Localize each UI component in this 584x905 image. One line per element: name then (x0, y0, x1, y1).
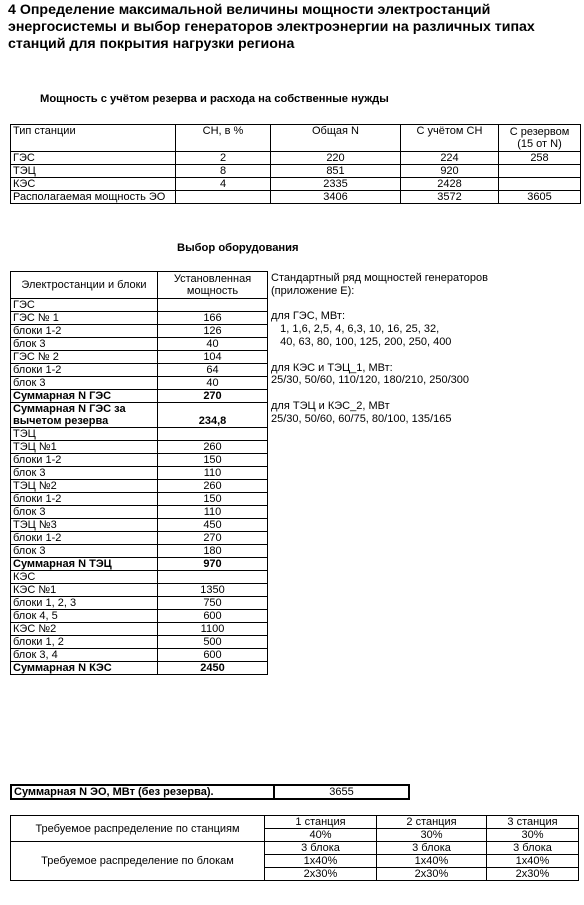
equipment-power-cell: 150 (158, 454, 268, 467)
equipment-power-cell: 500 (158, 636, 268, 649)
equipment-power-cell: 750 (158, 597, 268, 610)
table-row (11, 571, 268, 584)
total-label: Суммарная N ЭО, МВт (без резерва). (11, 785, 274, 799)
table-row (11, 390, 268, 403)
equipment-name-cell: блоки 1-2 (11, 325, 158, 338)
table-row (11, 636, 268, 649)
header-sn: СН, в % (176, 125, 271, 152)
equipment-power-cell: 64 (158, 364, 268, 377)
block-split: 1x40% (377, 855, 487, 868)
cell: 3572 (401, 191, 499, 204)
header-total-n: Общая N (271, 125, 401, 152)
equipment-name-cell: КЭС №2 (11, 623, 158, 636)
table-row (11, 506, 268, 519)
equipment-name-cell: блоки 1-2 (11, 364, 158, 377)
equipment-power-cell: 600 (158, 610, 268, 623)
block-split: 2x30% (377, 868, 487, 881)
power-section-heading: Мощность с учётом резерва и расхода на собственные нужды (40, 93, 389, 105)
table-row (11, 454, 268, 467)
equipment-name-cell: блок 3 (11, 545, 158, 558)
table-row (11, 597, 268, 610)
equipment-power-cell: 260 (158, 480, 268, 493)
table-row (11, 178, 581, 191)
equipment-name-cell: Суммарная N ГЭС (11, 390, 158, 403)
station-pct: 40% (265, 829, 377, 842)
equipment-power-cell: 270 (158, 390, 268, 403)
block-split: 1x40% (487, 855, 579, 868)
cell: 258 (499, 152, 581, 165)
cell: 3406 (271, 191, 401, 204)
equipment-power-cell: 600 (158, 649, 268, 662)
blocks-count: 3 блока (377, 842, 487, 855)
table-row (11, 428, 268, 441)
header-with-sn: С учётом СН (401, 125, 499, 152)
blocks-count: 3 блока (265, 842, 377, 855)
cell: КЭС (11, 178, 176, 191)
table-row (11, 558, 268, 571)
station-header: 3 станция (487, 816, 579, 829)
distribution-table (10, 815, 579, 881)
block-split: 2x30% (487, 868, 579, 881)
equipment-name-cell: ТЭЦ №1 (11, 441, 158, 454)
cell: 8 (176, 165, 271, 178)
table-row (11, 584, 268, 597)
table-row (11, 191, 581, 204)
equipment-power-cell: 1100 (158, 623, 268, 636)
header-stations-blocks: Электростанции и блоки (11, 272, 158, 299)
equipment-name-cell: блок 3 (11, 506, 158, 519)
equipment-power-cell: 2450 (158, 662, 268, 675)
station-pct: 30% (377, 829, 487, 842)
table-row (11, 467, 268, 480)
block-split: 1x40% (265, 855, 377, 868)
station-distribution-label: Требуемое распределение по станциям (11, 816, 265, 842)
table-row (11, 165, 581, 178)
table-row (11, 493, 268, 506)
series-line: 25/30, 50/60, 60/75, 80/100, 135/165 (271, 412, 452, 425)
header-installed-power: Установленная мощность (158, 272, 268, 299)
equipment-name-cell: Суммарная N ГЭС за вычетом резерва (11, 403, 158, 428)
equipment-power-cell: 270 (158, 532, 268, 545)
equipment-name-cell: ГЭС (11, 299, 158, 312)
station-header: 1 станция (265, 816, 377, 829)
cell (176, 191, 271, 204)
equipment-power-cell: 110 (158, 467, 268, 480)
block-distribution-label: Требуемое распределение по блокам (11, 842, 265, 881)
equipment-power-cell: 166 (158, 312, 268, 325)
series-line: для ТЭЦ и КЭС_2, МВт (271, 399, 390, 412)
equipment-name-cell: блок 3 (11, 377, 158, 390)
cell: 851 (271, 165, 401, 178)
table-row (11, 649, 268, 662)
equipment-power-cell: 104 (158, 351, 268, 364)
table-row (11, 519, 268, 532)
table-row (11, 532, 268, 545)
table-row (11, 377, 268, 390)
cell: ГЭС (11, 152, 176, 165)
series-line: 1, 1,6, 2,5, 4, 6,3, 10, 16, 25, 32, (271, 323, 440, 336)
series-line (271, 349, 488, 362)
equipment-power-cell (158, 571, 268, 584)
equipment-power-cell: 1350 (158, 584, 268, 597)
page-title: 4 Определение максимальной величины мощности электростанций энергосистемы и выбор генераторов электроэнергии на различных типах станций для покрытия нагрузки региона (8, 2, 535, 52)
table-row (11, 338, 268, 351)
series-line (271, 298, 488, 311)
series-line: Стандартный ряд мощностей генераторов (271, 272, 488, 284)
header-station-type: Тип станции (11, 125, 176, 152)
equipment-power-cell: 40 (158, 377, 268, 390)
equipment-name-cell: ГЭС № 1 (11, 312, 158, 325)
cell (499, 165, 581, 178)
station-header: 2 станция (377, 816, 487, 829)
table-row (11, 351, 268, 364)
equipment-name-cell: ТЭЦ №3 (11, 519, 158, 532)
equipment-name-cell: ТЭЦ №2 (11, 480, 158, 493)
equipment-power-cell: 180 (158, 545, 268, 558)
equipment-power-cell: 260 (158, 441, 268, 454)
cell: 2 (176, 152, 271, 165)
total-value: 3655 (274, 785, 409, 799)
series-line (271, 387, 488, 400)
equipment-name-cell: блок 3 (11, 338, 158, 351)
equipment-name-cell: блок 4, 5 (11, 610, 158, 623)
equipment-power-cell: 110 (158, 506, 268, 519)
equipment-power-cell: 150 (158, 493, 268, 506)
table-row (11, 623, 268, 636)
series-line: (приложение Е): (271, 284, 355, 297)
table-row (11, 403, 268, 428)
cell: 3605 (499, 191, 581, 204)
equipment-power-cell: 126 (158, 325, 268, 338)
equipment-power-cell: 450 (158, 519, 268, 532)
equipment-name-cell: блоки 1, 2 (11, 636, 158, 649)
cell: ТЭЦ (11, 165, 176, 178)
cell: 2335 (271, 178, 401, 191)
total-table (10, 784, 410, 800)
cell (499, 178, 581, 191)
cell: Располагаемая мощность ЭО (11, 191, 176, 204)
equipment-name-cell: ТЭЦ (11, 428, 158, 441)
table-row (11, 312, 268, 325)
cell: 4 (176, 178, 271, 191)
equipment-name-cell: ГЭС № 2 (11, 351, 158, 364)
equipment-power-cell: 234,8 (158, 403, 268, 428)
equipment-name-cell: Суммарная N ТЭЦ (11, 558, 158, 571)
equipment-name-cell: блоки 1-2 (11, 454, 158, 467)
series-line: для КЭС и ТЭЦ_1, МВт: (271, 361, 393, 374)
equipment-name-cell: КЭС №1 (11, 584, 158, 597)
equipment-power-cell: 970 (158, 558, 268, 571)
standard-series-text (271, 272, 488, 426)
table-row (11, 441, 268, 454)
table-row (11, 480, 268, 493)
equipment-power-cell: 40 (158, 338, 268, 351)
table-row (11, 662, 268, 675)
equipment-name-cell: Суммарная N КЭС (11, 662, 158, 675)
equipment-name-cell: блоки 1-2 (11, 493, 158, 506)
cell: 920 (401, 165, 499, 178)
cell: 2428 (401, 178, 499, 191)
block-split: 2x30% (265, 868, 377, 881)
header-with-reserve: С резервом (15 от N) (499, 125, 581, 152)
station-pct: 30% (487, 829, 579, 842)
cell: 224 (401, 152, 499, 165)
equipment-name-cell: КЭС (11, 571, 158, 584)
table-row (11, 545, 268, 558)
equipment-table (10, 271, 268, 675)
equipment-name-cell: блок 3, 4 (11, 649, 158, 662)
table-row (11, 610, 268, 623)
cell: 220 (271, 152, 401, 165)
equipment-power-cell (158, 299, 268, 312)
table-row (11, 325, 268, 338)
equipment-name-cell: блоки 1, 2, 3 (11, 597, 158, 610)
series-line: для ГЭС, МВт: (271, 310, 345, 323)
series-line: 25/30, 50/60, 110/120, 180/210, 250/300 (271, 374, 469, 387)
power-table-header (11, 125, 581, 152)
equipment-power-cell (158, 428, 268, 441)
equipment-name-cell: блоки 1-2 (11, 532, 158, 545)
equipment-table-header (11, 272, 268, 299)
power-table (10, 124, 581, 204)
equipment-name-cell: блок 3 (11, 467, 158, 480)
equipment-section-heading: Выбор оборудования (177, 242, 299, 254)
blocks-count: 3 блока (487, 842, 579, 855)
table-row (11, 299, 268, 312)
series-line: 40, 63, 80, 100, 125, 200, 250, 400 (271, 335, 452, 348)
table-row (11, 364, 268, 377)
table-row (11, 152, 581, 165)
